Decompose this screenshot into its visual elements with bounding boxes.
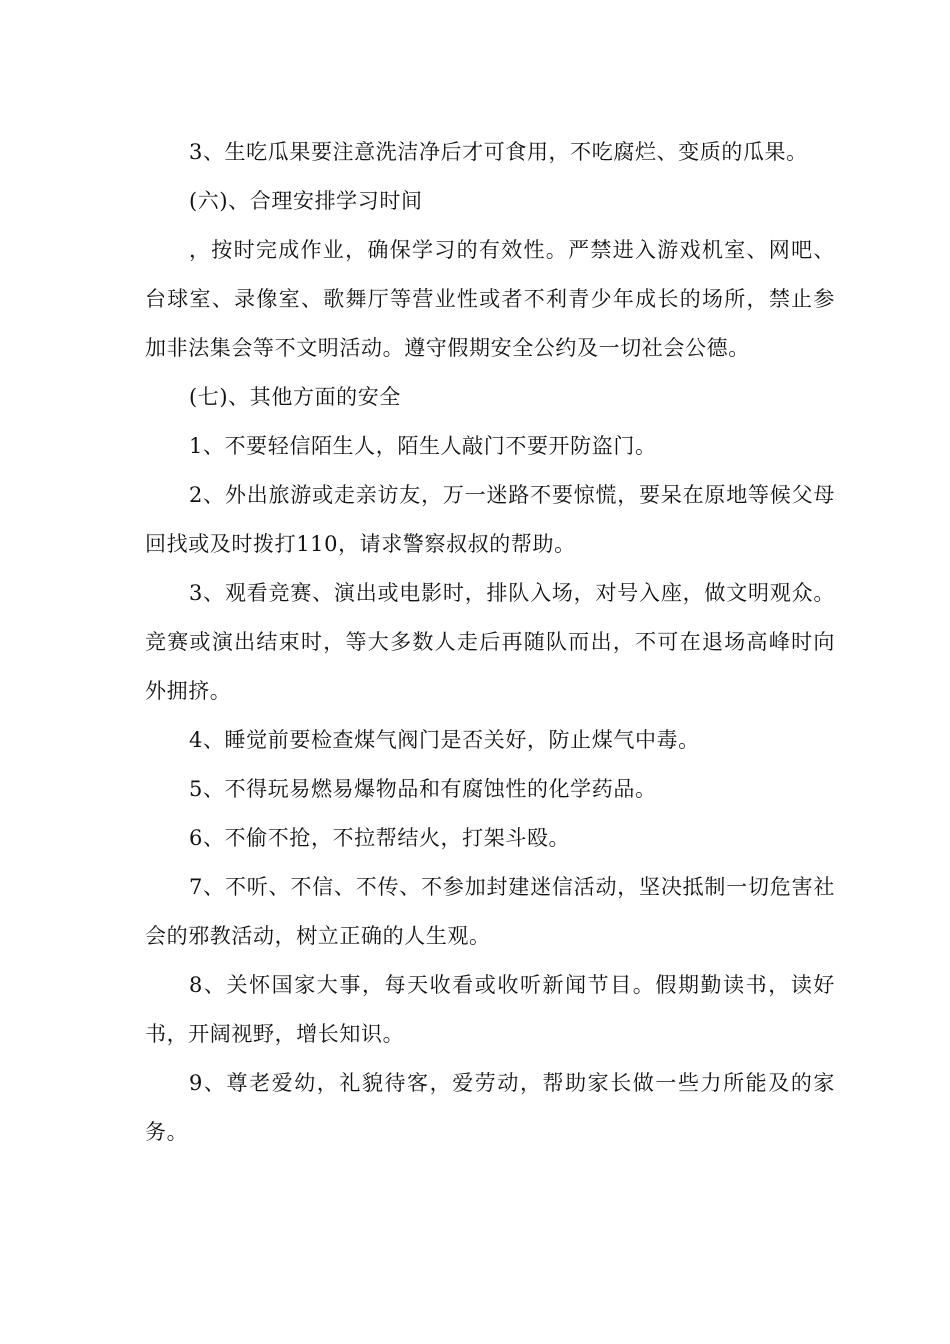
list-item-gas-valve: 4、睡觉前要检查煤气阀门是否关好，防止煤气中毒。 bbox=[189, 728, 700, 752]
list-item-strangers: 1、不要轻信陌生人，陌生人敲门不要开防盗门。 bbox=[189, 434, 657, 458]
list-item-news-reading: 8、关怀国家大事，每天收看或收听新闻节目。假期勤读书，读好书，开阔视野，增长知识。 bbox=[145, 973, 835, 1046]
section-heading-study-time: (六)、合理安排学习时间 bbox=[189, 189, 423, 213]
list-item-events: 3、观看竞赛、演出或电影时，排队入场，对号入座，做文明观众。竞赛或演出结束时，等大多数人走后再随队而出，不可在退场高峰时向外拥挤。 bbox=[145, 581, 835, 703]
paragraph-study-rules: ，按时完成作业，确保学习的有效性。严禁进入游戏机室、网吧、台球室、录像室、歌舞厅等营业性或者不利青少年成长的场所，禁止参加非法集会等不文明活动。遵守假期安全公约及一切社会公德。 bbox=[145, 238, 835, 360]
list-item-getting-lost: 2、外出旅游或走亲访友，万一迷路不要惊慌，要呆在原地等候父母回找或及时拨打110，请求警察叔叔的帮助。 bbox=[145, 483, 835, 556]
list-item-conduct: 6、不偷不抢，不拉帮结火，打架斗殴。 bbox=[189, 826, 571, 850]
list-item-hazardous-items: 5、不得玩易燃易爆物品和有腐蚀性的化学药品。 bbox=[189, 777, 657, 801]
document-body bbox=[145, 128, 835, 1157]
section-heading-other-safety: (七)、其他方面的安全 bbox=[189, 385, 401, 409]
list-item-respect-chores: 9、尊老爱幼，礼貌待客，爱劳动，帮助家长做一些力所能及的家务。 bbox=[145, 1071, 835, 1144]
paragraph-fruit-safety: 3、生吃瓜果要注意洗洁净后才可食用，不吃腐烂、变质的瓜果。 bbox=[189, 140, 808, 164]
list-item-superstition: 7、不听、不信、不传、不参加封建迷信活动，坚决抵制一切危害社会的邪教活动，树立正确的人生观。 bbox=[145, 875, 835, 948]
